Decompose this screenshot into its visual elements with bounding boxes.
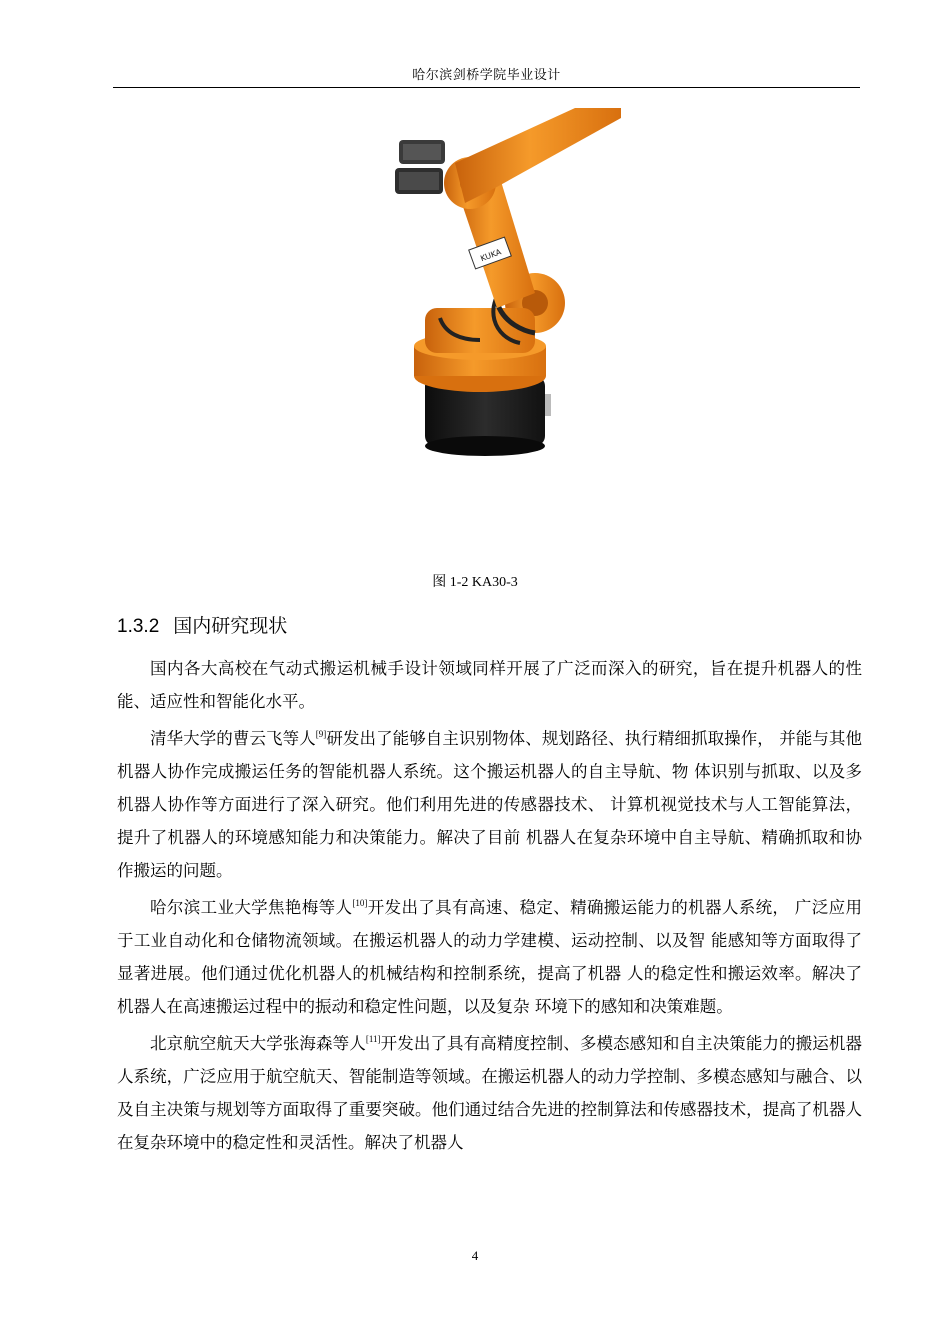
paragraph: 哈尔滨工业大学焦艳梅等人[10]开发出了具有高速、稳定、精确搬运能力的机器人系统， 广泛应用于工业自动化和仓储物流领域。在搬运机器人的动力学建模、运动控制、以及智 能感知等方面取得了显著进展。他们通过优化机器人的机械结构和控制系统，提高了机器 人的稳定性和搬运效率。解决了机器人在高速搬运过程中的振动和稳定性问题，以及复杂 环境下的感知和决策难题。 (117, 898, 862, 1016)
citation: [10] (352, 898, 368, 908)
robot-upper-arm (455, 108, 621, 203)
header-rule (113, 87, 860, 88)
body-text (117, 652, 862, 1159)
page-number: 4 (471, 1248, 479, 1263)
section-title: 国内研究现状 (173, 615, 288, 637)
robot-arm-figure (385, 108, 621, 468)
section-number: 1.3.2 (117, 616, 160, 637)
citation: [11] (365, 1034, 381, 1044)
page-header: 哈尔滨剑桥学院毕业设计 (412, 68, 561, 83)
citation: [9] (315, 729, 327, 739)
paragraph: 国内各大高校在气动式搬运机械手设计领域同样开展了广泛而深入的研究，旨在提升机器人的性能、适应性和智能化水平。 (117, 659, 862, 711)
figure-caption: 图 1-2 KA30-3 (432, 575, 518, 590)
paragraph: 北京航空航天大学张海森等人[11]开发出了具有高精度控制、多模态感知和自主决策能力的搬运机器人系统，广泛应用于航空航天、智能制造等领域。在搬运机器人的动力学控制、多模态感知与融合、以及自主决策与规划等方面取得了重要突破。他们通过结合先进的控制算法和传感器技术，提高了机器人在复杂环境中的稳定性和灵活性。解决了机器人 (117, 1034, 863, 1152)
paragraph: 清华大学的曹云飞等人[9]研发出了能够自主识别物体、规划路径、执行精细抓取操作， 并能与其他机器人协作完成搬运任务的智能机器人系统。这个搬运机器人的自主导航、物 体识别与抓取、以及多机器人协作等方面进行了深入研究。他们利用先进的传感器技术、 计算机视觉技术与人工智能算法，提升了机器人的环境感知能力和决策能力。解决了目前 机器人在复杂环境中自主导航、精确抓取和协作搬运的问题。 (117, 729, 863, 880)
section-heading (117, 611, 287, 638)
kuka-logo: KUKA (479, 247, 503, 264)
